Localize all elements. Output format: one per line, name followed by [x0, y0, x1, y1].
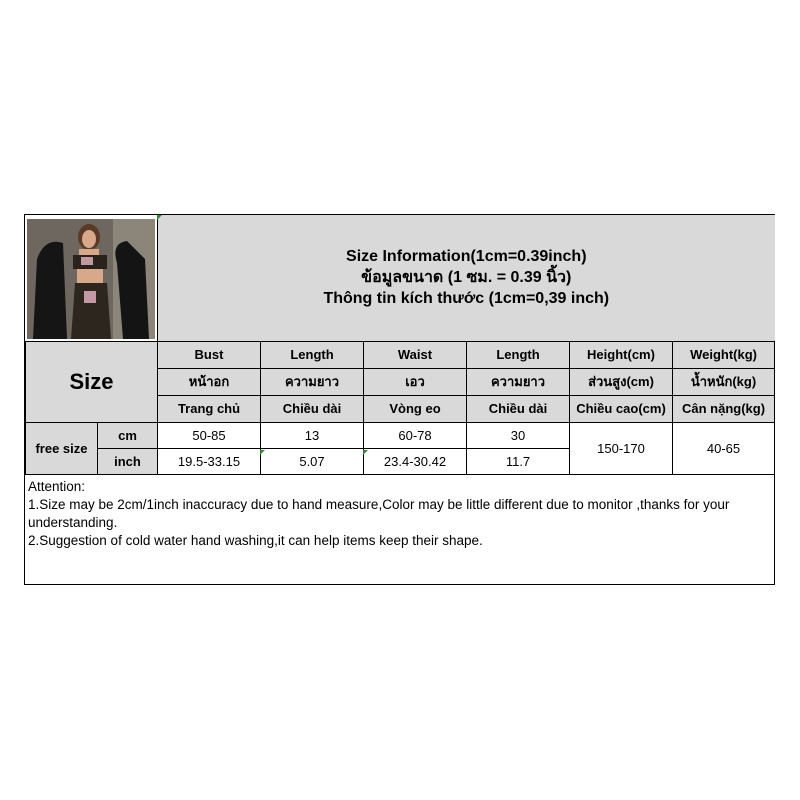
- size-name-cell: free size: [26, 422, 98, 474]
- col-length2-th: ความยาว: [467, 368, 570, 395]
- inch-length2: 11.7: [467, 448, 570, 474]
- col-length2-en: Length: [467, 341, 570, 368]
- cm-waist: 60-78: [364, 422, 467, 448]
- col-length2-vi: Chiều dài: [467, 395, 570, 422]
- col-height-th: ส่วนสูง(cm): [570, 368, 673, 395]
- col-height-en: Height(cm): [570, 341, 673, 368]
- size-label: Size: [69, 368, 114, 394]
- cm-bust: 50-85: [158, 422, 261, 448]
- size-info-header: [158, 215, 775, 341]
- cell-corner-mark: [363, 450, 368, 455]
- col-waist-en: Waist: [364, 341, 467, 368]
- col-length-en: Length: [261, 341, 364, 368]
- header-title-en: Size Information(1cm=0.39inch): [346, 248, 587, 266]
- unit-cm: cm: [98, 422, 158, 448]
- col-weight-en: Weight(kg): [673, 341, 775, 368]
- cm-length: 13: [261, 422, 364, 448]
- size-label-cell: [26, 341, 158, 422]
- cell-corner-mark: [157, 215, 162, 220]
- size-table: [25, 215, 775, 475]
- col-waist-th: เอว: [364, 368, 467, 395]
- inch-waist: 23.4-30.42: [364, 448, 467, 474]
- col-length-vi: Chiều dài: [261, 395, 364, 422]
- col-waist-vi: Vòng eo: [364, 395, 467, 422]
- col-bust-en: Bust: [158, 341, 261, 368]
- height-value: 150-170: [570, 422, 673, 474]
- size-chart: [24, 214, 775, 585]
- attention-note-2: 2.Suggestion of cold water hand washing,it can help items keep their shape.: [28, 533, 483, 548]
- col-length-th: ความยาว: [261, 368, 364, 395]
- col-bust-vi: Trang chủ: [158, 395, 261, 422]
- attention-note-1: 1.Size may be 2cm/1inch inaccuracy due to hand measure,Color may be little different due to monitor ,thanks for your understanding.: [28, 497, 730, 530]
- product-photo: [27, 219, 155, 339]
- col-bust-th: หน้าอก: [158, 368, 261, 395]
- inch-length: 5.07: [261, 448, 364, 474]
- col-weight-vi: Cân nặng(kg): [673, 395, 775, 422]
- col-weight-th: น้ำหนัก(kg): [673, 368, 775, 395]
- unit-inch: inch: [98, 448, 158, 474]
- weight-value: 40-65: [673, 422, 775, 474]
- model-figure-icon: [27, 219, 155, 339]
- cm-length2: 30: [467, 422, 570, 448]
- inch-bust: 19.5-33.15: [158, 448, 261, 474]
- attention-notes: [28, 478, 768, 550]
- header-title-vi: Thông tin kích thước (1cm=0,39 inch): [323, 290, 610, 308]
- col-height-vi: Chiều cao(cm): [570, 395, 673, 422]
- cell-corner-mark: [260, 450, 265, 455]
- product-photo-cell: [26, 215, 158, 341]
- header-title-th: ข้อมูลขนาด (1 ซม. = 0.39 นิ้ว): [361, 269, 572, 287]
- attention-title: Attention:: [28, 479, 86, 494]
